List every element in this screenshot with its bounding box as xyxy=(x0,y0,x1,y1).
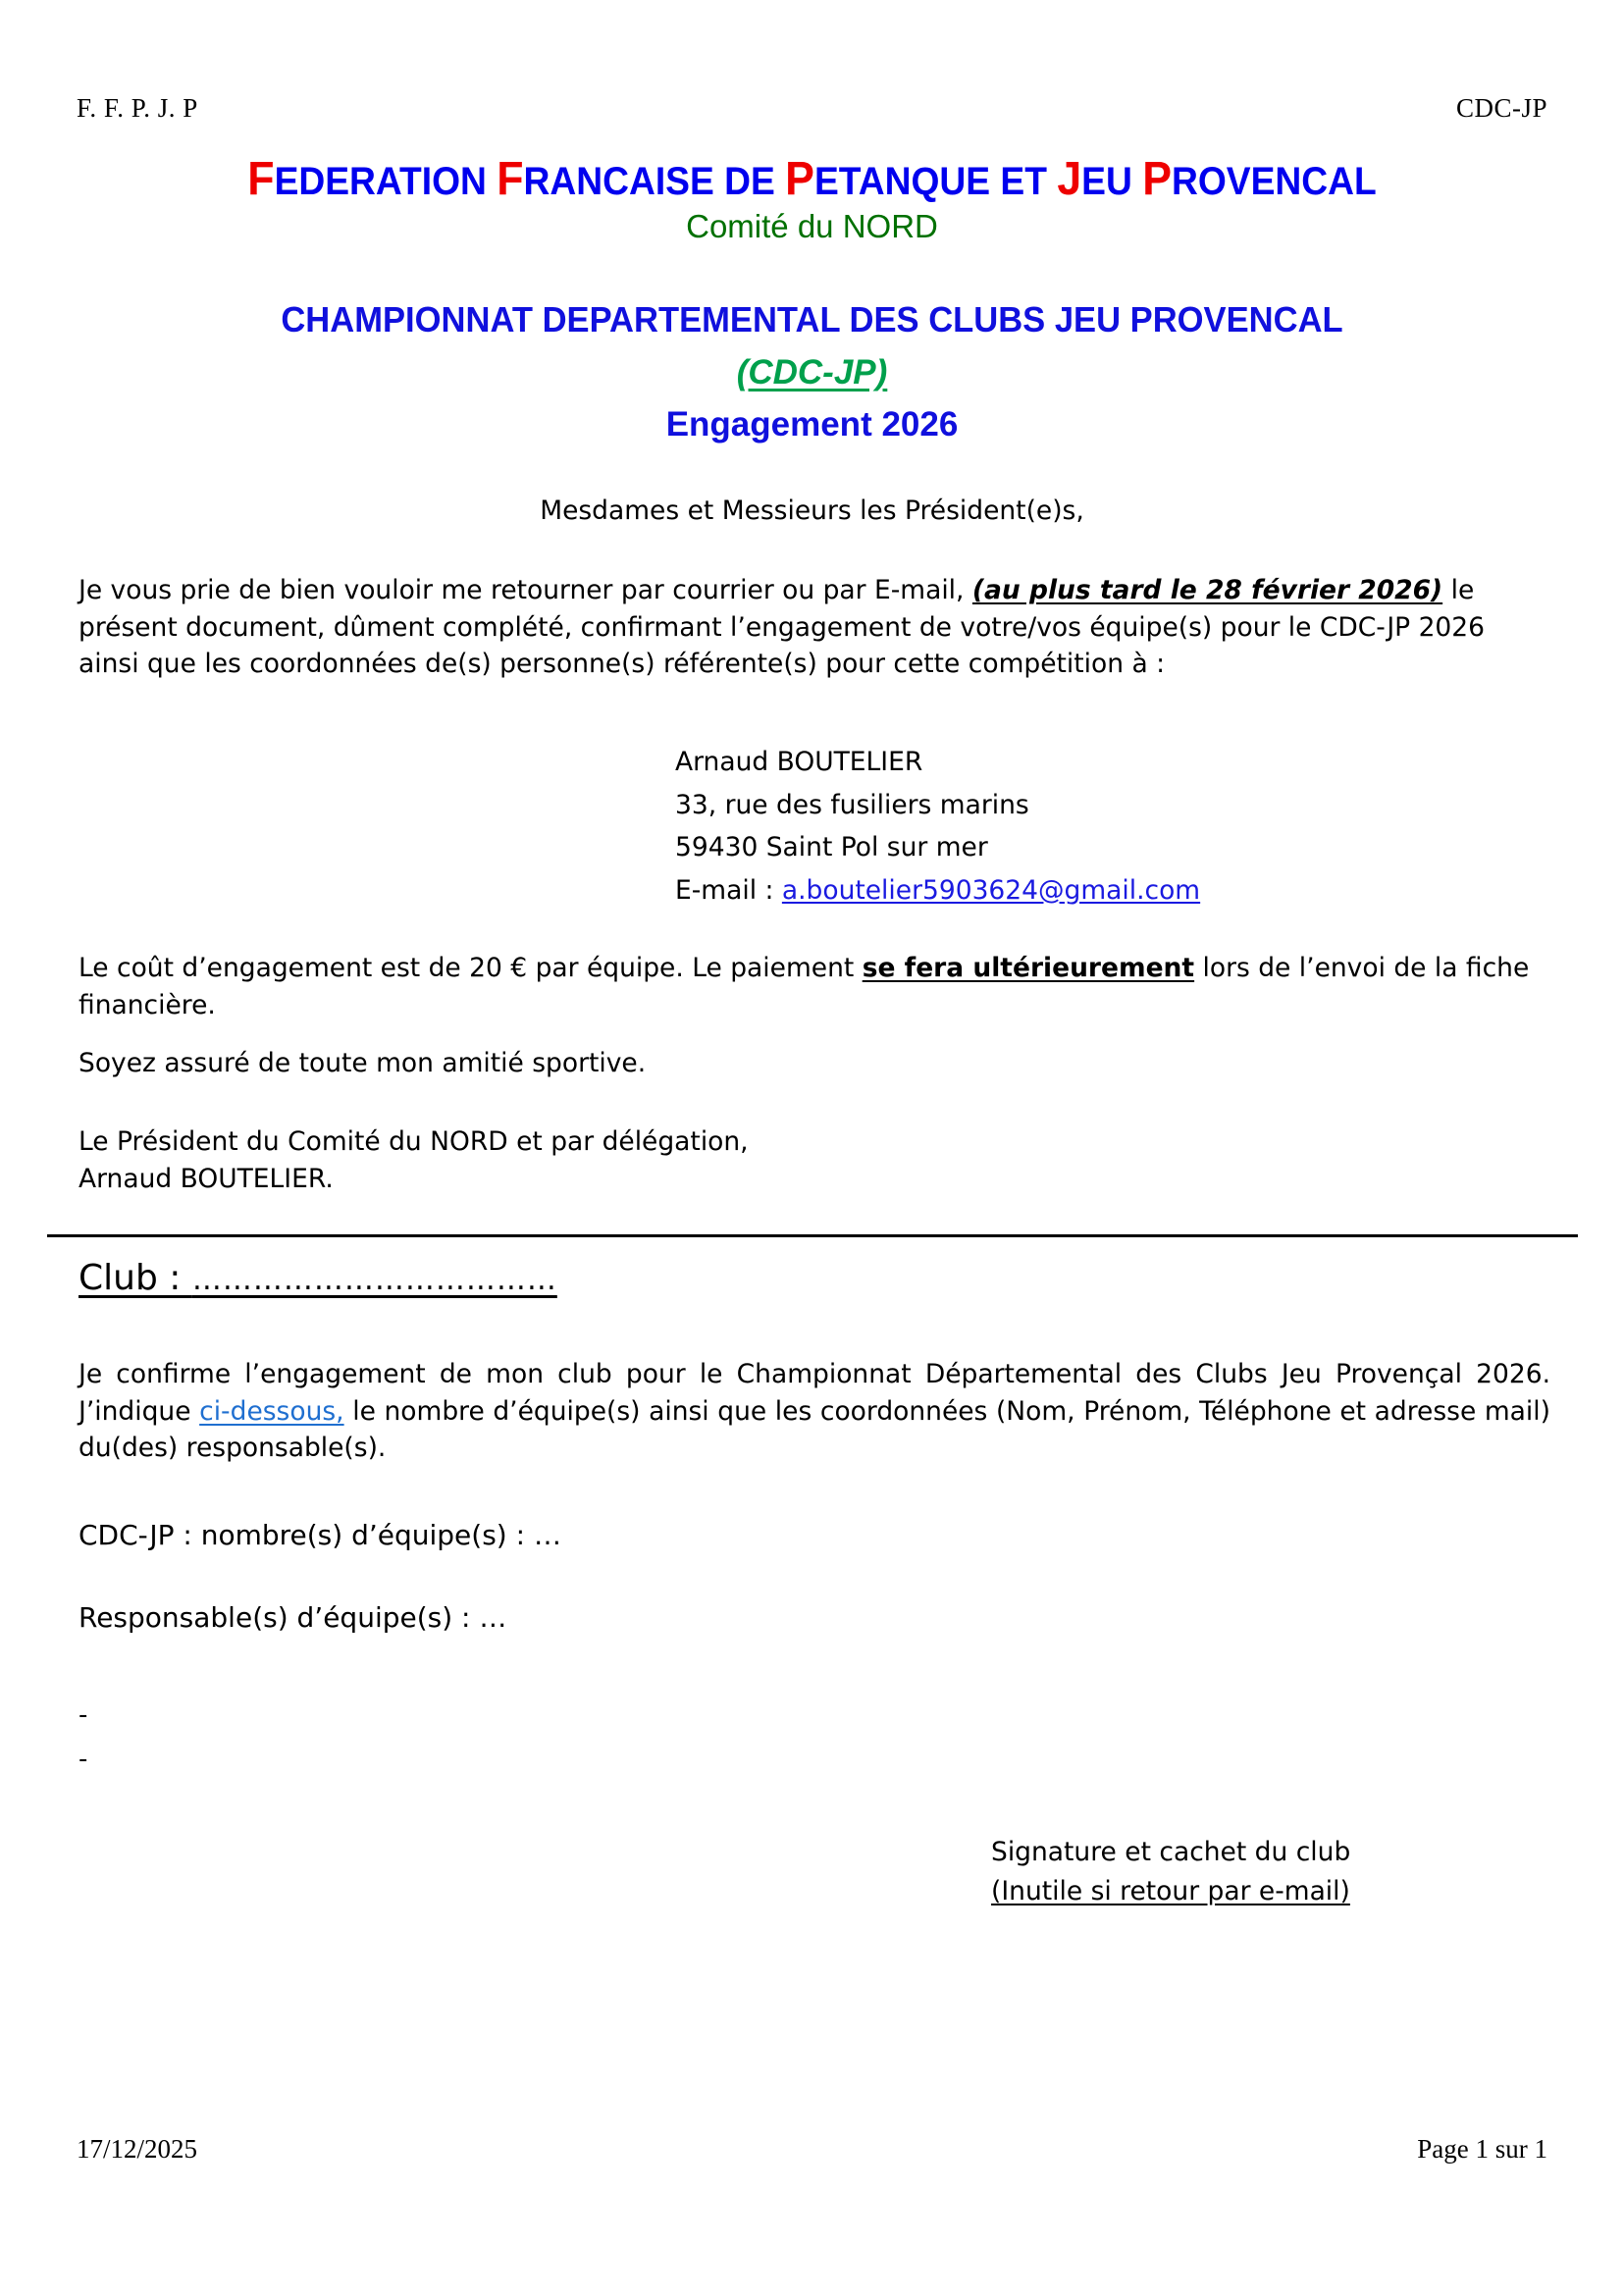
payment-emphasis: se fera ultérieurement xyxy=(862,953,1195,983)
salutation: Mesdames et Messieurs les Président(e)s, xyxy=(540,496,1084,526)
signature-block xyxy=(991,1833,1541,1911)
club-field-label: Club : xyxy=(79,1258,192,1298)
contact-email-row xyxy=(675,872,1460,910)
footer-date: 17/12/2025 xyxy=(77,2134,198,2164)
cdc-jp-text: (CDC-JP) xyxy=(736,353,888,391)
email-label: E-mail : xyxy=(675,874,782,906)
paragraph-request-part-a: Je vous prie de bien vouloir me retourner par courrier ou par E-mail, xyxy=(79,575,972,605)
federation-title-initial: F xyxy=(247,153,275,205)
federation-title-word: ROVENCAL xyxy=(1171,160,1377,203)
signoff-block xyxy=(79,1123,1452,1197)
federation-title-initial: P xyxy=(1142,153,1172,205)
document-footer xyxy=(77,2134,1547,2165)
field-number-of-teams[interactable]: CDC-JP : nombre(s) d’équipe(s) : … xyxy=(79,1519,561,1551)
club-field-blank: ……………………………… xyxy=(191,1263,557,1297)
signature-note: (Inutile si retour par e-mail) xyxy=(991,1875,1350,1906)
header-right-code: CDC-JP xyxy=(1455,93,1547,123)
ci-dessous-link[interactable]: ci-dessous, xyxy=(199,1395,344,1427)
document-header xyxy=(77,93,1547,127)
paragraph-confirmation-part-b: le nombre d’équipe(s) ainsi que les coordonnées (Nom, Prénom, Téléphone et adresse mail) du(des) responsable(s). xyxy=(79,1395,1550,1464)
contact-street: 33, rue des fusiliers marins xyxy=(675,789,1029,820)
email-link[interactable]: a.boutelier5903624@gmail.com xyxy=(781,874,1201,906)
deadline-emphasis: (au plus tard le 28 février 2026) xyxy=(971,575,1443,605)
paragraph-confirmation-part-a: Je confirme l’engagement de mon club pour le Championnat Départemental des Clubs Jeu Provençal 2026. J’indique xyxy=(79,1359,1550,1427)
contact-name: Arnaud BOUTELIER xyxy=(675,747,923,777)
paragraph-confirmation xyxy=(79,1356,1550,1467)
federation-title-word: ET xyxy=(1000,160,1047,203)
footer-page-number: Page 1 sur 1 xyxy=(1417,2134,1547,2164)
bullet-line-1[interactable]: - xyxy=(79,1700,88,1730)
federation-title-word: EU xyxy=(1081,160,1132,203)
paragraph-request xyxy=(79,572,1550,683)
signoff-name: Arnaud BOUTELIER. xyxy=(79,1163,334,1194)
contact-city: 59430 Saint Pol sur mer xyxy=(675,832,988,863)
paragraph-cost-part-b: lors de l’envoi de la fiche financière. xyxy=(79,953,1530,1020)
contact-address-block xyxy=(675,744,1460,915)
engagement-year: Engagement 2026 xyxy=(665,405,959,444)
championnat-title: CHAMPIONNAT DEPARTEMENTAL DES CLUBS JEU PROVENCAL xyxy=(281,299,1343,339)
comite-subtitle: Comité du NORD xyxy=(686,208,938,244)
section-divider xyxy=(47,1234,1578,1237)
federation-title-word: ETANQUE xyxy=(813,160,991,203)
paragraph-cost-part-a: Le coût d’engagement est de 20 € par équipe. Le paiement xyxy=(79,953,863,983)
federation-title-initial: F xyxy=(497,153,524,205)
field-team-managers[interactable]: Responsable(s) d’équipe(s) : … xyxy=(79,1601,507,1634)
paragraph-request-part-b: le présent document, dûment complété, confirmant l’engagement de votre/vos équipe(s) pour le CDC-JP 2026 ainsi que les coordonnées de(s) personne(s) référente(s) pour cette compétition à : xyxy=(79,575,1486,680)
federation-title-word: EDERATION xyxy=(274,160,487,203)
federation-title-word: DE xyxy=(724,160,775,203)
federation-title xyxy=(57,152,1567,206)
federation-title-initial: J xyxy=(1057,153,1082,205)
bullet-line-2[interactable]: - xyxy=(79,1745,88,1774)
paragraph-cost xyxy=(79,950,1550,1023)
cdc-jp-subtitle xyxy=(0,353,1624,392)
signoff-title: Le Président du Comité du NORD et par délégation, xyxy=(79,1126,749,1157)
header-left-code: F. F. P. J. P xyxy=(77,93,198,123)
federation-title-word: RANCAISE xyxy=(523,160,714,203)
paragraph-regards: Soyez assuré de toute mon amitié sportive. xyxy=(79,1048,647,1078)
signature-instruction: Signature et cachet du club xyxy=(991,1837,1351,1867)
federation-title-initial: P xyxy=(785,153,814,205)
club-field[interactable] xyxy=(79,1258,557,1298)
